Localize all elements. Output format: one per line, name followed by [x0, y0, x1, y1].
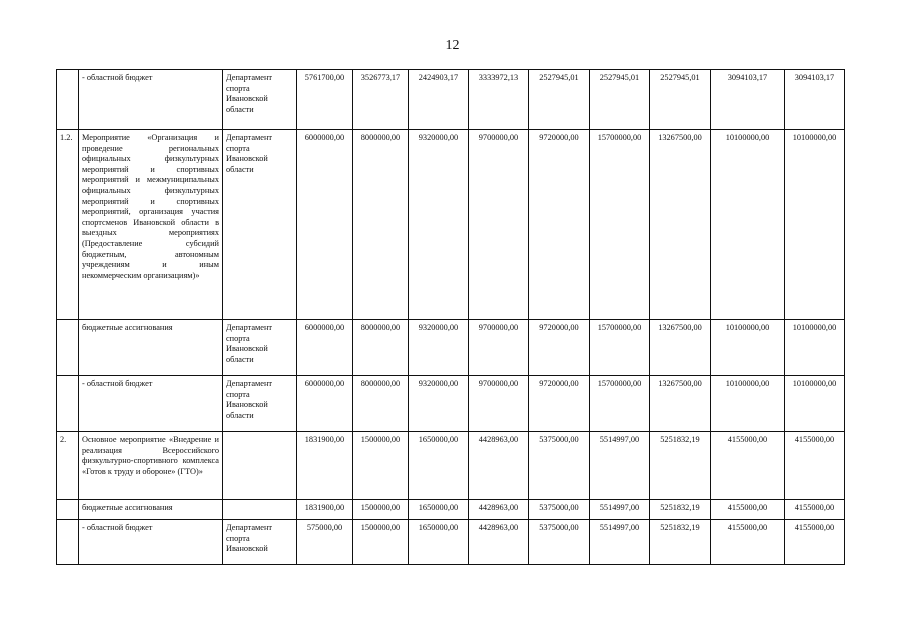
- amount-cell: 9700000,00: [469, 130, 529, 320]
- amount-cell: 2527945,01: [650, 70, 711, 130]
- measure-name-cell: Мероприятие «Организация и проведение региональных официальных физкультурных мероприятий и спортивных мероприятий и межмуниципальных официальных физкультурных мероприятий и спортивных мероприятий, организация участия спортсменов Ивановской области в выездных мероприятиях (Предоставление субсидий бюджетным, автономным учреждениям и иным некоммерческим организациям)»: [79, 130, 223, 320]
- row-index-cell: [57, 376, 79, 432]
- amount-cell: 13267500,00: [650, 130, 711, 320]
- executor-cell: [223, 500, 297, 520]
- amount-cell: 4155000,00: [711, 500, 785, 520]
- row-index-cell: 2.: [57, 432, 79, 500]
- amount-cell: 3094103,17: [785, 70, 845, 130]
- amount-cell: 3526773,17: [353, 70, 409, 130]
- amount-cell: 15700000,00: [590, 130, 650, 320]
- amount-cell: 13267500,00: [650, 376, 711, 432]
- row-index-cell: [57, 320, 79, 376]
- table-row: [57, 376, 845, 432]
- amount-cell: 9720000,00: [529, 320, 590, 376]
- amount-cell: 4155000,00: [711, 520, 785, 565]
- amount-cell: 5375000,00: [529, 500, 590, 520]
- table-row: [57, 432, 845, 500]
- amount-cell: 4155000,00: [711, 432, 785, 500]
- amount-cell: 575000,00: [297, 520, 353, 565]
- amount-cell: 4428963,00: [469, 500, 529, 520]
- amount-cell: 3094103,17: [711, 70, 785, 130]
- row-index-cell: [57, 520, 79, 565]
- amount-cell: 10100000,00: [711, 130, 785, 320]
- amount-cell: 9320000,00: [409, 376, 469, 432]
- measure-name-cell: бюджетные ассигнования: [79, 320, 223, 376]
- amount-cell: 1500000,00: [353, 500, 409, 520]
- amount-cell: 5251832,19: [650, 432, 711, 500]
- executor-cell: Департамент спорта Ивановской области: [223, 376, 297, 432]
- amount-cell: 2424903,17: [409, 70, 469, 130]
- row-index-cell: 1.2.: [57, 130, 79, 320]
- amount-cell: 5514997,00: [590, 432, 650, 500]
- amount-cell: 1831900,00: [297, 432, 353, 500]
- amount-cell: 6000000,00: [297, 130, 353, 320]
- table-row: [57, 130, 845, 320]
- amount-cell: 9720000,00: [529, 130, 590, 320]
- measure-name-cell: бюджетные ассигнования: [79, 500, 223, 520]
- amount-cell: 2527945,01: [529, 70, 590, 130]
- amount-cell: 1650000,00: [409, 500, 469, 520]
- measure-name-cell: - областной бюджет: [79, 376, 223, 432]
- amount-cell: 1500000,00: [353, 520, 409, 565]
- amount-cell: 1500000,00: [353, 432, 409, 500]
- amount-cell: 5251832,19: [650, 500, 711, 520]
- amount-cell: 9720000,00: [529, 376, 590, 432]
- row-index-cell: [57, 70, 79, 130]
- table-row: [57, 500, 845, 520]
- amount-cell: 8000000,00: [353, 130, 409, 320]
- amount-cell: 8000000,00: [353, 376, 409, 432]
- amount-cell: 5514997,00: [590, 520, 650, 565]
- amount-cell: 4428963,00: [469, 520, 529, 565]
- table-row: [57, 70, 845, 130]
- amount-cell: 1831900,00: [297, 500, 353, 520]
- table-row: [57, 520, 845, 565]
- page-number: 12: [445, 38, 460, 53]
- amount-cell: 9320000,00: [409, 320, 469, 376]
- amount-cell: 5761700,00: [297, 70, 353, 130]
- amount-cell: 5514997,00: [590, 500, 650, 520]
- amount-cell: 4155000,00: [785, 432, 845, 500]
- amount-cell: 10100000,00: [785, 376, 845, 432]
- amount-cell: 9700000,00: [469, 320, 529, 376]
- amount-cell: 3333972,13: [469, 70, 529, 130]
- amount-cell: 9320000,00: [409, 130, 469, 320]
- amount-cell: 13267500,00: [650, 320, 711, 376]
- table-row: [57, 320, 845, 376]
- amount-cell: 15700000,00: [590, 376, 650, 432]
- executor-cell: [223, 432, 297, 500]
- amount-cell: 9700000,00: [469, 376, 529, 432]
- amount-cell: 1650000,00: [409, 432, 469, 500]
- budget-table: [56, 69, 845, 565]
- amount-cell: 8000000,00: [353, 320, 409, 376]
- amount-cell: 10100000,00: [711, 320, 785, 376]
- amount-cell: 5251832,19: [650, 520, 711, 565]
- amount-cell: 4155000,00: [785, 500, 845, 520]
- executor-cell: Департамент спорта Ивановской области: [223, 70, 297, 130]
- amount-cell: 4428963,00: [469, 432, 529, 500]
- amount-cell: 10100000,00: [711, 376, 785, 432]
- executor-cell: Департамент спорта Ивановской области: [223, 320, 297, 376]
- amount-cell: 4155000,00: [785, 520, 845, 565]
- measure-name-cell: Основное мероприятие «Внедрение и реализация Всероссийского физкультурно-спортивного комплекса «Готов к труду и обороне» (ГТО)»: [79, 432, 223, 500]
- executor-cell: Департамент спорта Ивановской области: [223, 130, 297, 320]
- amount-cell: 5375000,00: [529, 432, 590, 500]
- amount-cell: 1650000,00: [409, 520, 469, 565]
- amount-cell: 6000000,00: [297, 376, 353, 432]
- amount-cell: 6000000,00: [297, 320, 353, 376]
- amount-cell: 10100000,00: [785, 130, 845, 320]
- row-index-cell: [57, 500, 79, 520]
- amount-cell: 10100000,00: [785, 320, 845, 376]
- measure-name-cell: - областной бюджет: [79, 70, 223, 130]
- amount-cell: 15700000,00: [590, 320, 650, 376]
- measure-name-cell: - областной бюджет: [79, 520, 223, 565]
- executor-cell: Департамент спорта Ивановской: [223, 520, 297, 565]
- amount-cell: 5375000,00: [529, 520, 590, 565]
- amount-cell: 2527945,01: [590, 70, 650, 130]
